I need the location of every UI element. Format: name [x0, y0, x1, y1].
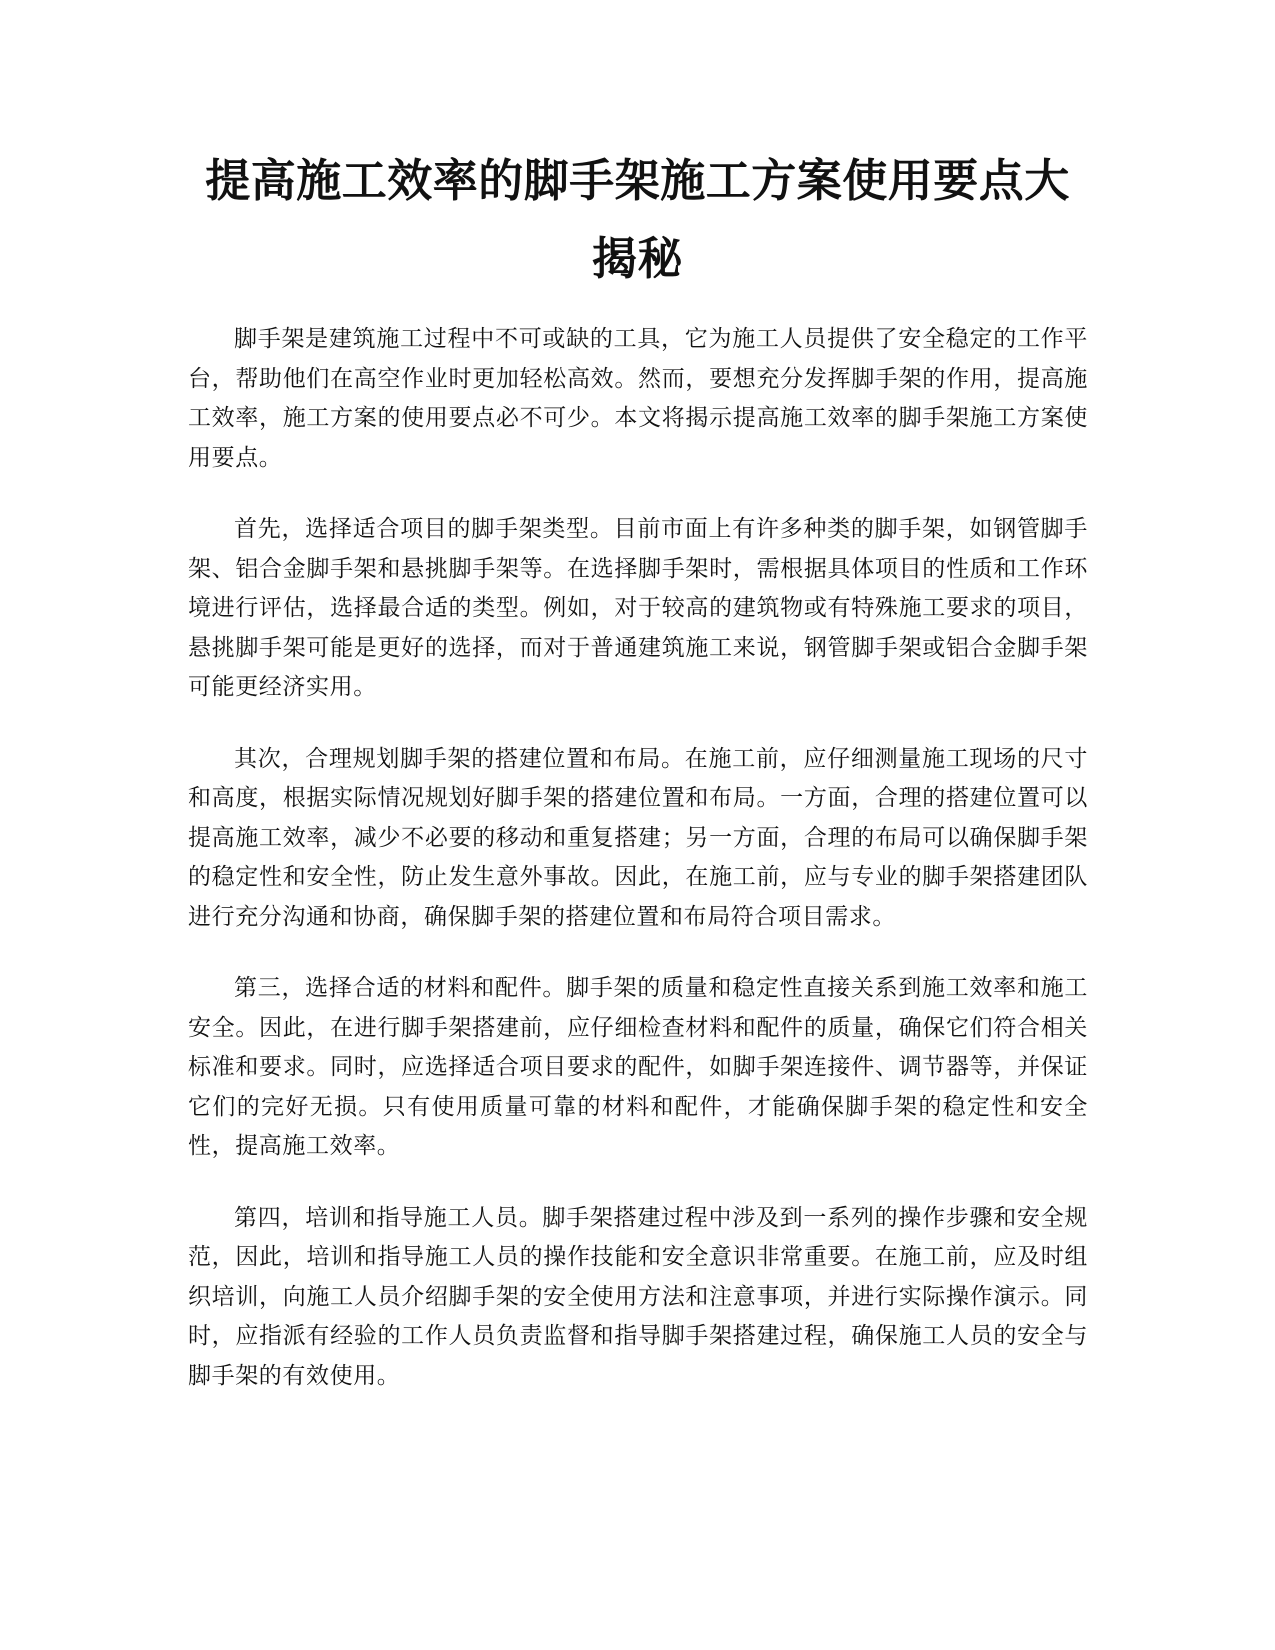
document-title: 提高施工效率的脚手架施工方案使用要点大揭秘 — [205, 154, 1070, 285]
paragraph-fourth-point: 第四，培训和指导施工人员。脚手架搭建过程中涉及到一系列的操作步骤和安全规范，因此，培训和指导施工人员的操作技能和安全意识非常重要。在施工前，应及时组织培训，向施工人员介绍脚手架的安全使用方法和注意事项，并进行实际操作演示。同时，应指派有经验的工作人员负责监督和指导脚手架搭建过程，确保施工人员的安全与脚手架的有效使用。 — [188, 1204, 1088, 1389]
document-body — [188, 320, 1088, 1428]
paragraph-third-point: 第三，选择合适的材料和配件。脚手架的质量和稳定性直接关系到施工效率和施工安全。因此，在进行脚手架搭建前，应仔细检查材料和配件的质量，确保它们符合相关标准和要求。同时，应选择适合项目要求的配件，如脚手架连接件、调节器等，并保证它们的完好无损。只有使用质量可靠的材料和配件，才能确保脚手架的稳定性和安全性，提高施工效率。 — [188, 975, 1088, 1159]
paragraph-second-point: 其次，合理规划脚手架的搭建位置和布局。在施工前，应仔细测量施工现场的尺寸和高度，根据实际情况规划好脚手架的搭建位置和布局。一方面，合理的搭建位置可以提高施工效率，减少不必要的移动和重复搭建；另一方面，合理的布局可以确保脚手架的稳定性和安全性，防止发生意外事故。因此，在施工前，应与专业的脚手架搭建团队进行充分沟通和协商，确保脚手架的搭建位置和布局符合项目需求。 — [188, 745, 1088, 930]
paragraph-intro: 脚手架是建筑施工过程中不可或缺的工具，它为施工人员提供了安全稳定的工作平台，帮助他们在高空作业时更加轻松高效。然而，要想充分发挥脚手架的作用，提高施工效率，施工方案的使用要点必不可少。本文将揭示提高施工效率的脚手架施工方案使用要点。 — [188, 326, 1088, 471]
paragraph-first-point: 首先，选择适合项目的脚手架类型。目前市面上有许多种类的脚手架，如钢管脚手架、铝合金脚手架和悬挑脚手架等。在选择脚手架时，需根据具体项目的性质和工作环境进行评估，选择最合适的类型。例如，对于较高的建筑物或有特殊施工要求的项目，悬挑脚手架可能是更好的选择，而对于普通建筑施工来说，钢管脚手架或铝合金脚手架可能更经济实用。 — [188, 516, 1088, 700]
